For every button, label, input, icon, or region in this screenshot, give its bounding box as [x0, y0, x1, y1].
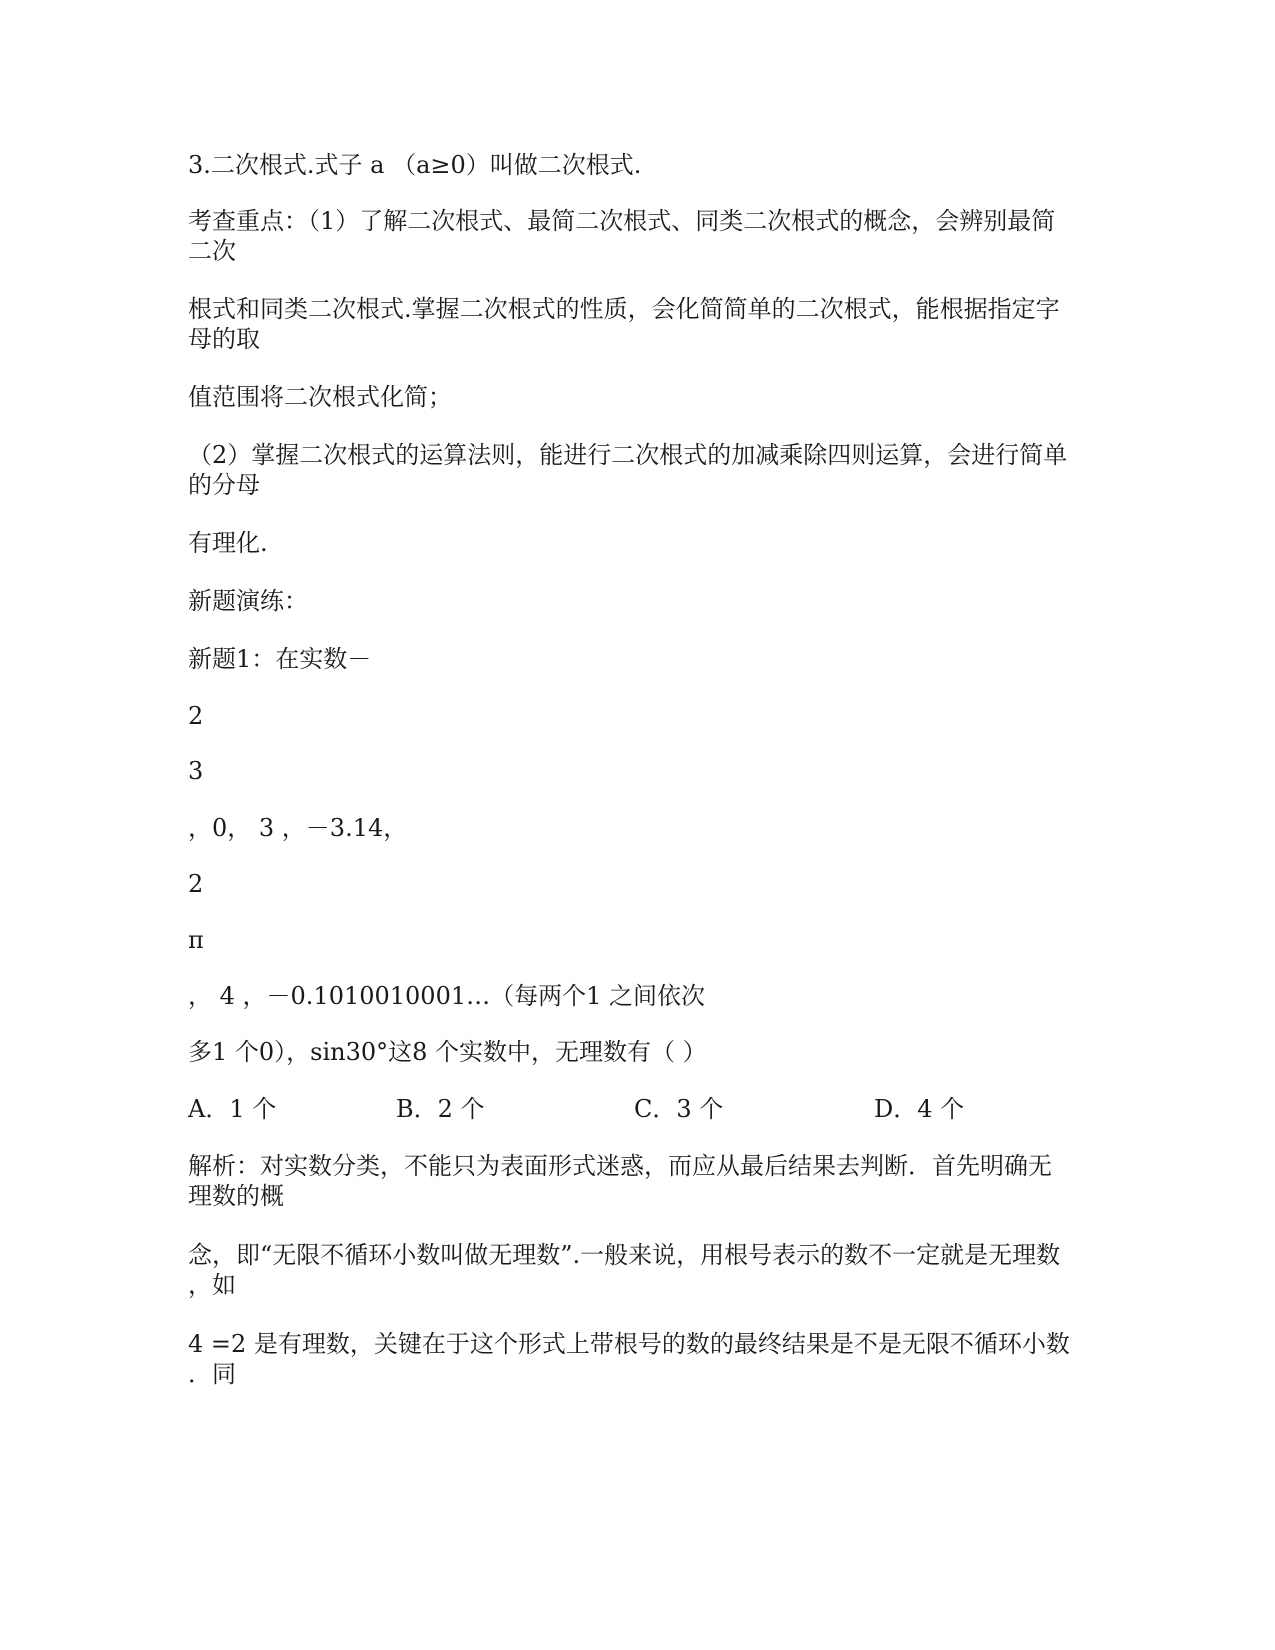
option-a: A．1 个 [188, 1095, 277, 1123]
key-points-line-4: （2）掌握二次根式的运算法则，能进行二次根式的加减乘除四则运算，会进行简单 [188, 441, 1068, 469]
fraction-denominator: 3 [188, 757, 204, 785]
analysis-line-1: 解析：对实数分类，不能只为表面形式迷惑，而应从最后结果去判断．首先明确无 [188, 1152, 1052, 1180]
question-1-intro: 新题1：在实数－ [188, 645, 372, 673]
key-points-line-1: 考查重点：（1）了解二次根式、最简二次根式、同类二次根式的概念，会辨别最简 [188, 207, 1056, 235]
key-points-line-2: 根式和同类二次根式.掌握二次根式的性质，会化简简单的二次根式，能根据指定字 [188, 295, 1060, 323]
analysis-line-2: 念，即“无限不循环小数叫做无理数”.一般来说，用根号表示的数不一定就是无理数 [188, 1241, 1061, 1269]
section-heading-quadratic-radical: 3.二次根式.式子 a （a≥0）叫做二次根式. [188, 151, 642, 179]
option-b: B．2 个 [396, 1095, 485, 1123]
analysis-line-3: 4 =2 是有理数，关键在于这个形式上带根号的数的最终结果是不是无限不循环小数 [188, 1330, 1070, 1358]
analysis-line-2-wrap: ，如 [188, 1271, 236, 1299]
number-list-line-2: ， 4 ，－0.1010010001…（每两个1 之间依次 [188, 982, 706, 1010]
key-points-line-5: 有理化. [188, 529, 268, 557]
number-list-line-1: ，0， 3 ，－3.14， [188, 814, 408, 842]
key-points-line-4-wrap: 的分母 [188, 471, 260, 499]
option-d: D．4 个 [874, 1095, 965, 1123]
pi-fraction-denominator: π [188, 926, 204, 954]
practice-heading: 新题演练： [188, 587, 308, 615]
pi-fraction-numerator: 2 [188, 870, 204, 898]
key-points-line-2-wrap: 母的取 [188, 325, 260, 353]
analysis-line-3-wrap: ．同 [188, 1360, 236, 1388]
option-c: C．3 个 [634, 1095, 724, 1123]
key-points-line-1-wrap: 二次 [188, 237, 236, 265]
analysis-line-1-wrap: 理数的概 [188, 1182, 284, 1210]
fraction-numerator: 2 [188, 702, 204, 730]
question-1-prompt: 多1 个0），sin30°这8 个实数中，无理数有（ ） [188, 1038, 707, 1066]
key-points-line-3: 值范围将二次根式化简； [188, 383, 452, 411]
